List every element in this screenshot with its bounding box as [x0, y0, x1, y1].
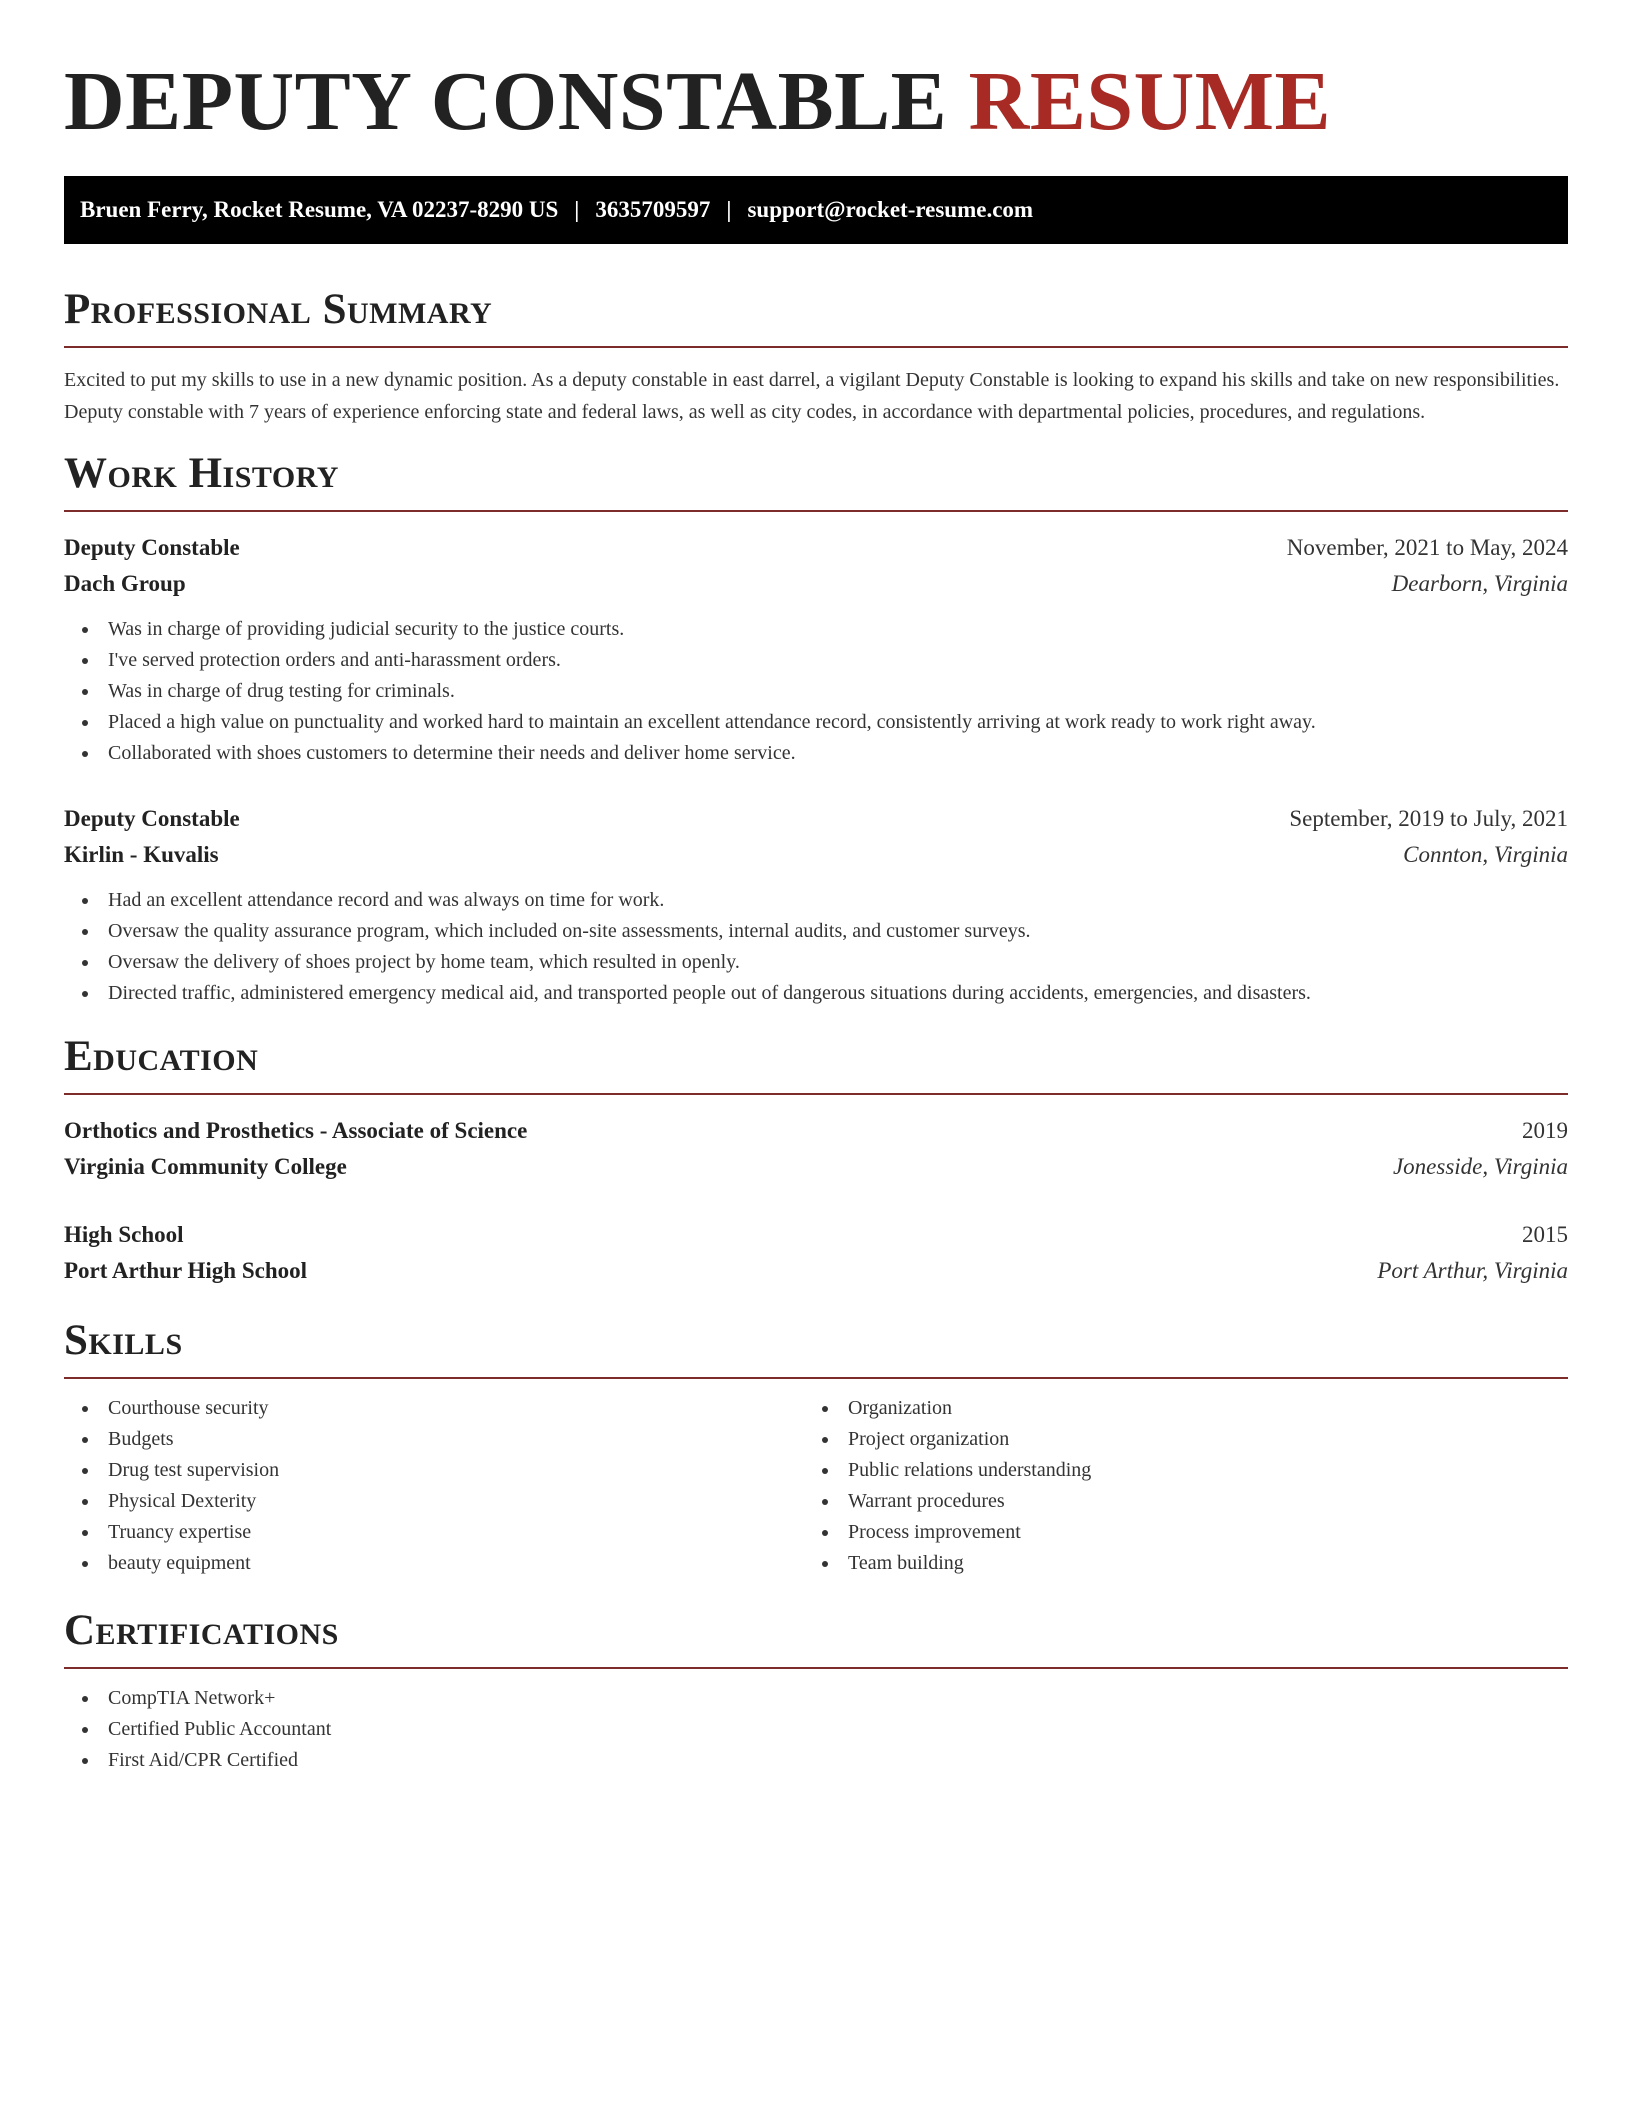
section-divider [64, 1093, 1568, 1095]
education-location: Port Arthur, Virginia [1377, 1258, 1568, 1283]
job-location: Dearborn, Virginia [1391, 571, 1568, 596]
list-item: Courthouse security [64, 1393, 804, 1424]
list-item: First Aid/CPR Certified [64, 1745, 1568, 1776]
education-entry [64, 1113, 1568, 1185]
contact-separator: | [726, 197, 732, 222]
list-item: CompTIA Network+ [64, 1683, 1568, 1714]
education-degree: High School [64, 1222, 184, 1247]
education-school-row [64, 1149, 1568, 1185]
education-degree: Orthotics and Prosthetics - Associate of Science [64, 1118, 528, 1143]
skills-list-left [64, 1393, 804, 1579]
list-item: Public relations understanding [804, 1455, 1544, 1486]
list-item: Budgets [64, 1424, 804, 1455]
education-location: Jonesside, Virginia [1392, 1154, 1568, 1179]
resume-page [64, 0, 1568, 1776]
list-item: Process improvement [804, 1517, 1544, 1548]
list-item: Team building [804, 1548, 1544, 1579]
job-entry [64, 801, 1568, 1009]
job-company: Kirlin - Kuvalis [64, 842, 219, 867]
job-header-row [64, 801, 1568, 837]
skills-section [64, 1315, 1568, 1579]
contact-phone: 3635709597 [595, 197, 711, 222]
list-item: Had an excellent attendance record and was always on time for work. [64, 885, 1568, 916]
contact-separator: | [574, 197, 580, 222]
list-item: Certified Public Accountant [64, 1714, 1568, 1745]
list-item: Oversaw the quality assurance program, which included on-site assessments, internal audits, and customer surveys. [64, 916, 1568, 947]
work-history-section [64, 448, 1568, 1009]
list-item: Project organization [804, 1424, 1544, 1455]
section-divider [64, 1377, 1568, 1379]
skills-list-right [804, 1393, 1544, 1579]
education-year: 2019 [1522, 1118, 1568, 1143]
certifications-list [64, 1683, 1568, 1776]
list-item: Was in charge of drug testing for criminals. [64, 676, 1568, 707]
section-title-certifications: Certifications [64, 1607, 339, 1654]
job-entry [64, 530, 1568, 769]
list-item: I've served protection orders and anti-harassment orders. [64, 645, 1568, 676]
list-item: Collaborated with shoes customers to determine their needs and deliver home service. [64, 738, 1568, 769]
education-entry [64, 1217, 1568, 1289]
resume-title [64, 0, 1568, 152]
contact-address: Bruen Ferry, Rocket Resume, VA 02237-8290 US [80, 197, 559, 222]
education-school-row [64, 1253, 1568, 1289]
list-item: Oversaw the delivery of shoes project by home team, which resulted in openly. [64, 947, 1568, 978]
list-item: Warrant procedures [804, 1486, 1544, 1517]
list-item: Directed traffic, administered emergency medical aid, and transported people out of dangerous situations during accidents, emergencies, and disasters. [64, 978, 1568, 1009]
education-header-row [64, 1217, 1568, 1253]
education-header-row [64, 1113, 1568, 1149]
education-school: Virginia Community College [64, 1154, 347, 1179]
job-dates: November, 2021 to May, 2024 [1286, 535, 1568, 560]
section-divider [64, 510, 1568, 512]
list-item: Was in charge of providing judicial security to the justice courts. [64, 614, 1568, 645]
job-company-row [64, 566, 1568, 602]
education-year: 2015 [1522, 1222, 1568, 1247]
job-location: Connton, Virginia [1403, 842, 1568, 867]
job-company: Dach Group [64, 571, 186, 596]
skills-columns [64, 1393, 1568, 1579]
title-main: DEPUTY CONSTABLE [64, 55, 948, 148]
job-company-row [64, 837, 1568, 873]
job-role: Deputy Constable [64, 535, 240, 560]
summary-text: Excited to put my skills to use in a new dynamic position. As a deputy constable in east darrel, a vigilant Deputy Constable is looking to expand his skills and take on new responsibilities. Deputy constable with 7 years of experience enforcing state and federal laws, as well as city codes, in accordance with departmental policies, procedures, and regulations. [64, 369, 1560, 423]
education-section [64, 1031, 1568, 1289]
section-title-skills: Skills [64, 1317, 183, 1364]
section-title-summary: Professional Summary [64, 286, 493, 333]
section-title-education: Education [64, 1033, 259, 1080]
summary-section [64, 284, 1568, 428]
list-item: Physical Dexterity [64, 1486, 804, 1517]
contact-email: support@rocket-resume.com [747, 197, 1034, 222]
job-duties-list [64, 885, 1568, 1009]
list-item: Placed a high value on punctuality and worked hard to maintain an excellent attendance record, consistently arriving at work ready to work right away. [64, 707, 1568, 738]
list-item: Truancy expertise [64, 1517, 804, 1548]
job-role: Deputy Constable [64, 806, 240, 831]
contact-bar [64, 176, 1568, 244]
job-header-row [64, 530, 1568, 566]
list-item: beauty equipment [64, 1548, 804, 1579]
certifications-section [64, 1605, 1568, 1776]
section-divider [64, 346, 1568, 348]
education-school: Port Arthur High School [64, 1258, 308, 1283]
list-item: Drug test supervision [64, 1455, 804, 1486]
list-item: Organization [804, 1393, 1544, 1424]
title-accent: RESUME [968, 55, 1332, 148]
job-dates: September, 2019 to July, 2021 [1289, 806, 1568, 831]
section-divider [64, 1667, 1568, 1669]
section-title-work-history: Work History [64, 450, 339, 497]
job-duties-list [64, 614, 1568, 769]
